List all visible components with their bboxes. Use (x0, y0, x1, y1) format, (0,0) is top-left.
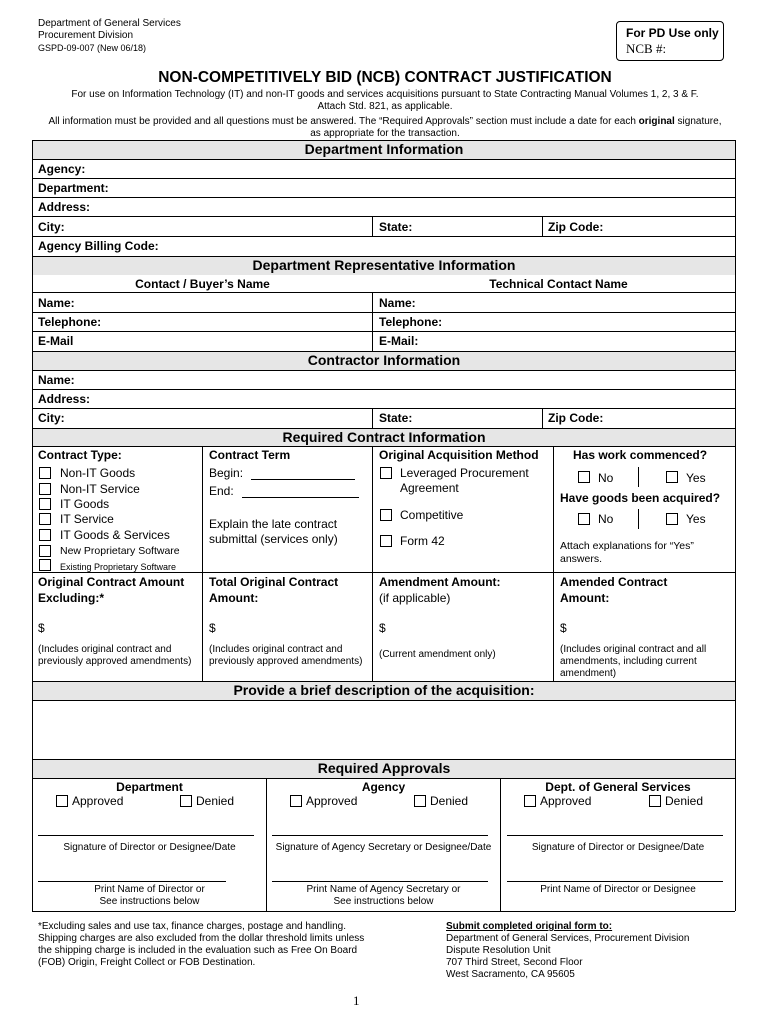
dept-denied-label: Denied (196, 794, 235, 808)
dept-info-title: Department Information (304, 141, 464, 157)
it-goods-checkbox[interactable] (39, 498, 51, 510)
contact-email-field[interactable]: E-Mail (38, 334, 74, 348)
subtitle-line-4: as appropriate for the transaction. (310, 128, 460, 139)
original-amount-note: (Includes original contract and (38, 644, 172, 655)
contractor-city-field[interactable]: City: (38, 411, 65, 425)
contact-name-field[interactable]: Name: (38, 296, 75, 310)
agency-signature-label: Signature of Agency Secretary or Designee/Date (275, 842, 492, 853)
zip-field[interactable]: Zip Code: (548, 220, 604, 234)
leveraged-procurement-checkbox[interactable] (380, 467, 392, 479)
contract-term-label: Contract Term (209, 448, 291, 462)
it-service-checkbox[interactable] (39, 513, 51, 525)
department-name: Department of General Services (38, 18, 181, 29)
agency-print-name-line[interactable] (272, 881, 488, 882)
description-title: Provide a brief description of the acquisition: (233, 682, 535, 698)
agency-approved-label: Approved (306, 794, 358, 808)
contractor-info-title: Contractor Information (307, 352, 461, 368)
dept-signature-line[interactable] (38, 835, 254, 836)
total-original-amount-label: Total Original Contract (209, 575, 339, 589)
agency-denied-checkbox[interactable] (414, 795, 426, 807)
dgs-approved-checkbox[interactable] (524, 795, 536, 807)
original-amount-label-2: Excluding:* (38, 591, 105, 605)
footnote-line-1: *Excluding sales and use tax, finance charges, postage and handling. (38, 921, 346, 932)
approval-agency-header: Agency (361, 780, 406, 794)
dept-instructions-label: See instructions below (99, 896, 200, 907)
amended-amount-label-2: Amount: (560, 591, 610, 605)
submit-heading: Submit completed original form to: (446, 921, 613, 932)
new-proprietary-software-label: New Proprietary Software (60, 545, 180, 557)
agency-approved-checkbox[interactable] (290, 795, 302, 807)
pd-use-box (616, 21, 724, 61)
non-it-service-checkbox[interactable] (39, 483, 51, 495)
it-service-label: IT Service (60, 512, 114, 526)
dept-denied-checkbox[interactable] (180, 795, 192, 807)
commenced-no-label: No (598, 471, 614, 485)
contractor-address-field[interactable]: Address: (38, 392, 91, 406)
dept-approved-label: Approved (72, 794, 124, 808)
page-number: 1 (353, 993, 360, 1008)
dgs-signature-line[interactable] (507, 835, 723, 836)
acquisition-method-label: Original Acquisition Method (379, 448, 539, 462)
begin-date-line[interactable] (251, 479, 355, 480)
subtitle-line-3: All information must be provided and all questions must be answered. The “Required Approvals” section must include a date for each original signature, (48, 116, 722, 127)
subtitle-line-1: For use on Information Technology (IT) and non-IT goods and services acquisitions pursuant to State Contracting Manual Volumes 1, 2, 3 & F. (71, 89, 699, 100)
commenced-no-checkbox[interactable] (578, 471, 590, 483)
amended-amount-note: (Includes original contract and all (560, 644, 707, 655)
dept-print-name-label: Print Name of Director or (94, 884, 205, 895)
goods-yes-checkbox[interactable] (666, 513, 678, 525)
contract-type-label: Contract Type: (38, 448, 122, 462)
total-amount-note-2: previously approved amendments) (209, 656, 363, 667)
end-label: End: (209, 484, 234, 498)
pd-use-label: For PD Use only (626, 26, 719, 40)
approval-dgs-header: Dept. of General Services (545, 780, 691, 794)
division-name: Procurement Division (38, 30, 134, 41)
department-field[interactable]: Department: (38, 181, 109, 195)
goods-acquired-label: Have goods been acquired? (560, 491, 721, 505)
ncb-number-label[interactable]: NCB #: (626, 41, 667, 56)
commenced-yes-checkbox[interactable] (666, 471, 678, 483)
state-field[interactable]: State: (379, 220, 413, 234)
amendment-applicable-label: (if applicable) (379, 591, 451, 605)
work-commenced-label: Has work commenced? (573, 448, 708, 462)
agency-signature-line[interactable] (272, 835, 488, 836)
explain-late-label-2: submittal (services only) (209, 532, 338, 546)
original-amount-note-2: previously approved amendments) (38, 656, 192, 667)
attach-explanations-label-2: answers. (560, 553, 603, 565)
tech-name-field[interactable]: Name: (379, 296, 416, 310)
original-amount-field[interactable]: $ (38, 621, 45, 635)
dgs-print-name-label: Print Name of Director or Designee (540, 884, 696, 895)
existing-proprietary-software-checkbox[interactable] (39, 559, 51, 571)
goods-yes-label: Yes (686, 512, 706, 526)
amended-amount-note-3: amendment) (560, 668, 617, 679)
goods-no-checkbox[interactable] (578, 513, 590, 525)
footnote-line-2: Shipping charges are also excluded from the dollar threshold limits unless (38, 933, 365, 944)
contact-telephone-field[interactable]: Telephone: (38, 315, 102, 329)
tech-email-field[interactable]: E-Mail: (379, 334, 419, 348)
dept-signature-label: Signature of Director or Designee/Date (63, 842, 236, 853)
leveraged-procurement-label: Leveraged Procurement (400, 466, 529, 480)
commenced-yes-label: Yes (686, 471, 706, 485)
form-id: GSPD-09-007 (New 06/18) (38, 43, 147, 53)
amendment-amount-label: Amendment Amount: (379, 575, 501, 589)
non-it-goods-label: Non-IT Goods (60, 466, 136, 480)
dgs-denied-label: Denied (665, 794, 704, 808)
amended-amount-note-2: amendments, including current (560, 656, 697, 667)
leveraged-procurement-label-2: Agreement (400, 481, 459, 495)
attach-explanations-label: Attach explanations for “Yes” (560, 540, 694, 552)
contractor-zip-field[interactable]: Zip Code: (548, 411, 604, 425)
approval-dept-header: Department (116, 780, 183, 794)
end-date-line[interactable] (242, 497, 359, 498)
competitive-checkbox[interactable] (380, 509, 392, 521)
footnote-line-3: the shipping charge is included in the evaluation such as Free On Board (38, 945, 358, 956)
technical-contact-header: Technical Contact Name (489, 277, 628, 291)
subtitle-line-2: Attach Std. 821, as applicable. (317, 101, 453, 112)
submit-address-3: 707 Third Street, Second Floor (446, 957, 583, 968)
amendment-note: (Current amendment only) (379, 649, 496, 660)
agency-denied-label: Denied (430, 794, 469, 808)
it-goods-label: IT Goods (60, 497, 110, 511)
agency-print-name-label: Print Name of Agency Secretary or (306, 884, 461, 895)
tech-telephone-field[interactable]: Telephone: (379, 315, 443, 329)
submit-address-4: West Sacramento, CA 95605 (446, 969, 575, 980)
it-goods-services-label: IT Goods & Services (60, 528, 170, 542)
dept-print-name-line[interactable] (38, 881, 226, 882)
page-title: NON-COMPETITIVELY BID (NCB) CONTRACT JUSTIFICATION (158, 69, 612, 86)
rep-info-title: Department Representative Information (252, 257, 516, 273)
original-amount-label: Original Contract Amount (38, 575, 185, 589)
contractor-state-field[interactable]: State: (379, 411, 413, 425)
non-it-goods-checkbox[interactable] (39, 467, 51, 479)
amended-amount-field[interactable]: $ (560, 621, 567, 635)
dept-approved-checkbox[interactable] (56, 795, 68, 807)
description-textarea[interactable] (33, 701, 735, 759)
competitive-label: Competitive (400, 508, 464, 522)
goods-no-label: No (598, 512, 614, 526)
address-field[interactable]: Address: (38, 200, 91, 214)
dgs-signature-label: Signature of Director or Designee/Date (531, 842, 705, 853)
dgs-denied-checkbox[interactable] (649, 795, 661, 807)
required-info-title: Required Contract Information (282, 429, 486, 445)
begin-label: Begin: (209, 466, 244, 480)
it-goods-services-checkbox[interactable] (39, 529, 51, 541)
agency-field[interactable]: Agency: (38, 162, 86, 176)
submit-address-2: Dispute Resolution Unit (446, 945, 551, 956)
agency-instructions-label: See instructions below (333, 896, 434, 907)
billing-code-field[interactable]: Agency Billing Code: (38, 239, 159, 253)
contact-buyer-header: Contact / Buyer’s Name (135, 277, 270, 291)
submit-address-1: Department of General Services, Procurement Division (446, 933, 690, 944)
amended-amount-label: Amended Contract (560, 575, 668, 589)
dgs-approved-label: Approved (540, 794, 592, 808)
total-amount-note: (Includes original contract and (209, 644, 343, 655)
approvals-title: Required Approvals (317, 760, 451, 776)
contractor-name-field[interactable]: Name: (38, 373, 75, 387)
footnote-line-4: (FOB) Origin, Freight Collect or FOB Destination. (38, 957, 256, 968)
form-42-label: Form 42 (400, 534, 445, 548)
new-proprietary-software-checkbox[interactable] (39, 545, 51, 557)
form-42-checkbox[interactable] (380, 535, 392, 547)
amendment-amount-field[interactable]: $ (379, 621, 386, 635)
existing-proprietary-software-label: Existing Proprietary Software (60, 562, 177, 572)
total-original-amount-field[interactable]: $ (209, 621, 216, 635)
dgs-print-name-line[interactable] (507, 881, 723, 882)
explain-late-label: Explain the late contract (209, 517, 338, 531)
non-it-service-label: Non-IT Service (60, 482, 140, 496)
total-original-amount-label-2: Amount: (209, 591, 259, 605)
city-field[interactable]: City: (38, 220, 65, 234)
